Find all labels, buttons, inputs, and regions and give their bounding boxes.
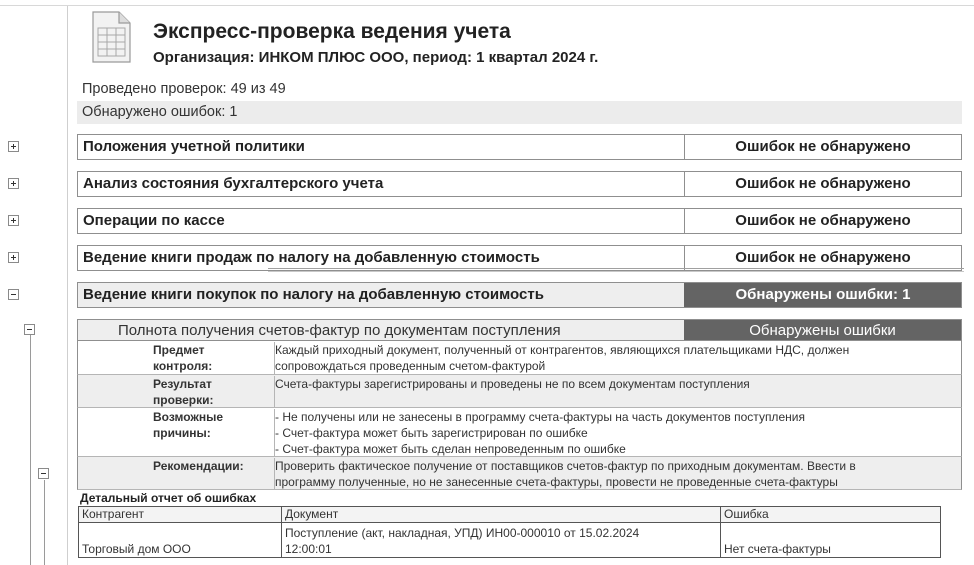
error-cell[interactable]: Нет счета-фактуры <box>721 523 941 558</box>
section-row[interactable] <box>77 208 962 234</box>
section-name: Ведение книги покупок по налогу на добавленную стоимость <box>83 286 544 303</box>
section-status: Ошибок не обнаружено <box>684 135 961 159</box>
top-border <box>0 0 974 6</box>
section-status: Ошибок не обнаружено <box>684 209 961 233</box>
errors-count: Обнаружено ошибок: 1 <box>77 101 962 124</box>
collapse-toggle-icon[interactable] <box>38 468 49 479</box>
document-table-icon <box>90 11 132 63</box>
section-row[interactable] <box>77 134 962 160</box>
section-row[interactable] <box>77 171 962 197</box>
section-status: Ошибок не обнаружено <box>684 172 961 196</box>
detail-value: Проверить фактическое получение от поставщиков счетов-фактур по приходным документам. Ввести в программу полученные, но не занесенные счета-фактуры, провести не проведенные счета-фактуры <box>274 458 959 489</box>
document-cell[interactable]: Поступление (акт, накладная, УПД) ИН00-000010 от 15.02.2024 12:00:01 <box>282 523 721 558</box>
expand-toggle-icon[interactable] <box>8 141 19 152</box>
error-report-table <box>78 506 941 558</box>
gutter-divider <box>67 6 68 565</box>
page-title: Экспресс-проверка ведения учета <box>153 20 511 43</box>
detail-label: Возможные причины: <box>153 410 224 440</box>
checks-count: Проведено проверок: 49 из 49 <box>82 81 286 97</box>
collapse-toggle-icon[interactable] <box>8 289 19 300</box>
detail-value: Счета-фактуры зарегистрированы и проведены не по всем документам поступления <box>274 376 959 407</box>
subcheck-name: Полнота получения счетов-фактур по документам поступления <box>118 322 561 339</box>
detail-value: - Не получены или не занесены в программу счета-фактуры на часть документов поступления - Счет-фактура может быть зарегистрирован по ошибке - Счет-фактура может быть сделан непроведенным по ошибке <box>274 409 959 456</box>
tree-line <box>30 335 31 565</box>
detail-value: Каждый приходный документ, полученный от контрагентов, являющихся плательщиками НДС, должен сопровождаться проведенным счетом-фактурой <box>274 342 959 374</box>
column-header[interactable]: Ошибка <box>721 507 941 523</box>
page-subtitle: Организация: ИНКОМ ПЛЮС ООО, период: 1 квартал 2024 г. <box>153 49 599 66</box>
detail-recommendations-row <box>77 457 962 490</box>
section-name: Положения учетной политики <box>83 138 305 155</box>
section-name: Ведение книги продаж по налогу на добавленную стоимость <box>83 249 540 266</box>
row-separator <box>268 268 964 272</box>
expand-toggle-icon[interactable] <box>8 252 19 263</box>
report-title: Детальный отчет об ошибках <box>80 491 257 505</box>
section-status: Ошибок не обнаружено <box>684 246 961 270</box>
section-row-error[interactable] <box>77 282 962 308</box>
expand-toggle-icon[interactable] <box>8 215 19 226</box>
detail-result-row <box>77 375 962 408</box>
tree-line <box>44 480 45 565</box>
section-name: Операции по кассе <box>83 212 225 229</box>
detail-label: Предмет контроля: <box>153 343 213 373</box>
section-status-error: Обнаружены ошибки: 1 <box>684 283 961 307</box>
section-name: Анализ состояния бухгалтерского учета <box>83 175 384 192</box>
subcheck-status: Обнаружены ошибки <box>684 320 961 340</box>
expand-toggle-icon[interactable] <box>8 178 19 189</box>
detail-label: Рекомендации: <box>153 459 244 473</box>
column-header[interactable]: Контрагент <box>79 507 282 523</box>
detail-label: Результат проверки: <box>153 377 214 407</box>
subcheck-row[interactable] <box>77 319 962 341</box>
collapse-toggle-icon[interactable] <box>24 324 35 335</box>
detail-causes-row <box>77 408 962 457</box>
table-row[interactable] <box>79 523 941 558</box>
column-header[interactable]: Документ <box>282 507 721 523</box>
detail-subject-row <box>77 341 962 375</box>
counterparty-cell[interactable]: Торговый дом ООО <box>79 523 282 558</box>
